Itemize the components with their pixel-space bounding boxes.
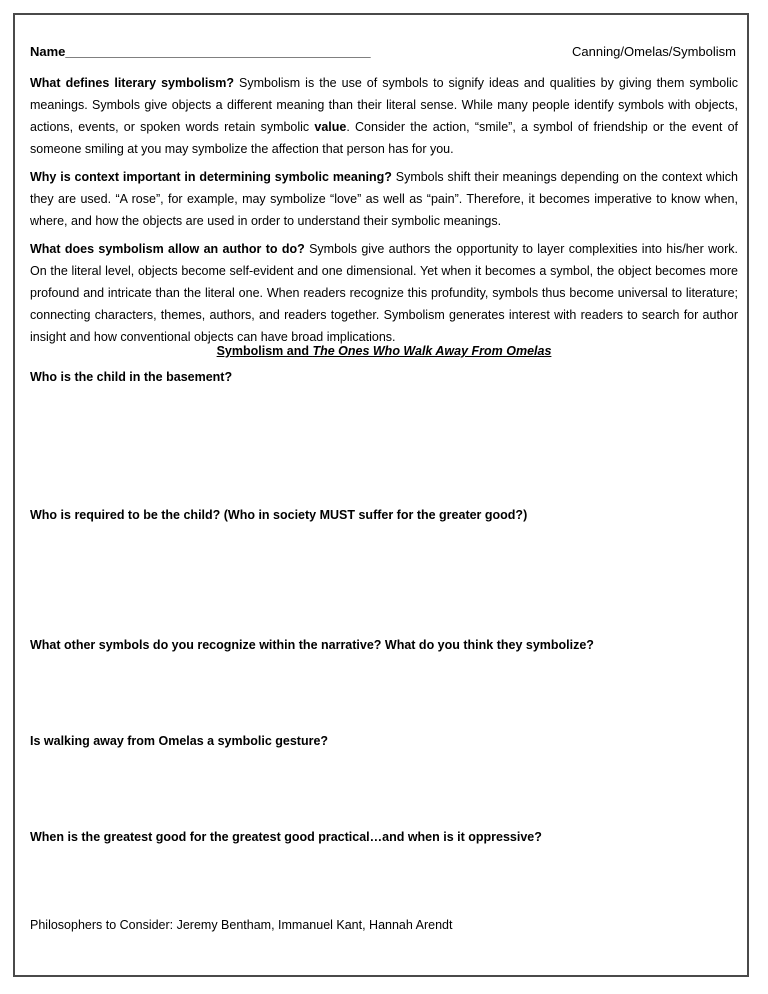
definition-text: Symbolism is the use of symbols to signify ideas and qualities by giving them symbolic meanings. Symbols give objects a different meaning than their literal sense. While many people identify symbols with objects, actions, events, or spoken words retain symbolic <box>30 76 738 134</box>
question-3: What other symbols do you recognize within the narrative? What do you think they symbolize? <box>30 638 594 652</box>
name-label: Name <box>30 44 66 59</box>
name-blank-line: ____________________________________________ <box>65 44 371 59</box>
author-text: Symbols give authors the opportunity to layer complexities into his/her work. On the literal level, objects become self-evident and one dimensional. Yet when it becomes a symbol, the object becomes more profound and intricate than the literal one. When readers recognize this profundity, symbols thus become universal to literature; connecting characters, themes, authors, and readers together. Symbolism generates interest with readers to search for author insight and how conventional objects can have broad implications. <box>30 242 738 344</box>
answer-space-4[interactable] <box>30 756 736 826</box>
section-heading <box>0 344 768 358</box>
answer-space-1[interactable] <box>30 392 736 502</box>
author-paragraph <box>30 238 738 348</box>
context-question: Why is context important in determining symbolic meaning? <box>30 170 392 184</box>
definition-question: What defines literary symbolism? <box>30 76 235 90</box>
value-emphasis: value <box>314 120 347 134</box>
author-question: What does symbolism allow an author to do? <box>30 242 305 256</box>
philosophers-note: Philosophers to Consider: Jeremy Bentham, Immanuel Kant, Hannah Arendt <box>30 918 453 932</box>
question-5: When is the greatest good for the greatest good practical…and when is it oppressive? <box>30 830 542 844</box>
name-field[interactable] <box>30 44 370 59</box>
heading-prefix: Symbolism and <box>216 344 313 358</box>
definition-paragraph <box>30 72 738 160</box>
story-title: The Ones Who Walk Away From Omelas <box>312 344 552 358</box>
answer-space-5[interactable] <box>30 852 736 912</box>
worksheet-header <box>30 44 736 59</box>
answer-space-2[interactable] <box>30 530 736 634</box>
question-1: Who is the child in the basement? <box>30 370 233 384</box>
question-4: Is walking away from Omelas a symbolic gesture? <box>30 734 329 748</box>
context-paragraph <box>30 166 738 232</box>
question-2: Who is required to be the child? (Who in society MUST suffer for the greater good?) <box>30 508 528 522</box>
context-text: Symbols shift their meanings depending on the context which they are used. “A rose”, for example, may symbolize “love” as well as “pain”. Therefore, it becomes imperative to know when, where, and how the objects are used in order to understand their symbolic meanings. <box>30 170 738 228</box>
answer-space-3[interactable] <box>30 660 736 730</box>
definition-text-end: . Consider the action, “smile”, a symbol of friendship or the event of someone smiling at you may symbolize the affection that person has for you. <box>30 120 738 156</box>
course-label: Canning/Omelas/Symbolism <box>571 44 736 59</box>
